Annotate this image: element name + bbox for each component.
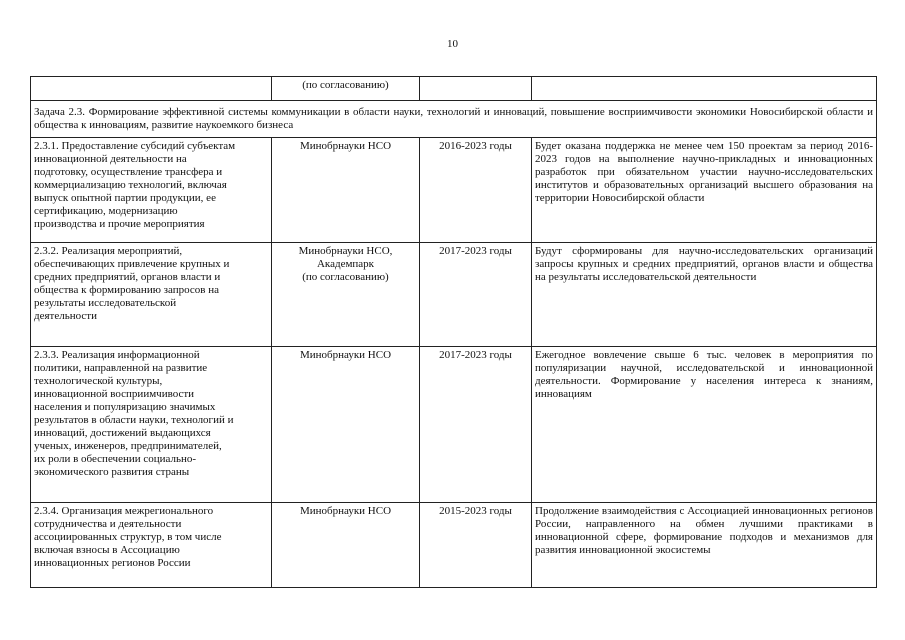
term-cell: 2017-2023 годы (420, 347, 532, 503)
activity-cell: 2.3.4. Организация межрегионального сотрудничества и деятельности ассоциированных структур, в том числе включая взносы в Ассоциацию инновационных регионов России (31, 503, 272, 588)
page-number: 10 (447, 38, 458, 50)
result-cell: Продолжение взаимодействия с Ассоциацией инновационных регионов России, направленного на обмен лучшими практиками в инновационной сфере, формирование подходов и механизмов для развития инновационной экосистемы (532, 503, 877, 588)
term-cell: 2017-2023 годы (420, 243, 532, 347)
result-cell: Будет оказана поддержка не менее чем 150 проектам за период 2016-2023 годов на выполнение научно-прикладных и инновационных разработок при обязательном участии научно-исследовательских институтов и образовательных организаций высшего образования на территории Новосибирской области (532, 138, 877, 243)
executor-cell: (по согласованию) (272, 77, 420, 101)
task-heading: Задача 2.3. Формирование эффективной системы коммуникации в области науки, технологий и инноваций, повышение восприимчивости экономики Новосибирской области и общества к инновациям, развитие наукоемкого бизнеса (31, 101, 877, 138)
term-cell: 2015-2023 годы (420, 503, 532, 588)
activity-cell (31, 77, 272, 101)
table-row-continuation (31, 77, 877, 101)
table-row (31, 503, 877, 588)
table-row (31, 347, 877, 503)
activity-cell: 2.3.1. Предоставление субсидий субъектам инновационной деятельности на подготовку, осуществление трансфера и коммерциализацию технологий, включая выпуск опытной партии продукции, ее сертификацию, модернизацию производства и прочие мероприятия (31, 138, 272, 243)
task-row (31, 101, 877, 138)
result-cell (532, 77, 877, 101)
term-cell: 2016-2023 годы (420, 138, 532, 243)
executor-cell: Минобрнауки НСО (272, 503, 420, 588)
executor-cell: Минобрнауки НСО (272, 347, 420, 503)
program-table (30, 76, 877, 588)
table-row (31, 138, 877, 243)
term-cell (420, 77, 532, 101)
result-cell: Ежегодное вовлечение свыше 6 тыс. человек в мероприятия по популяризации научной, исследовательской и инновационной деятельности. Формирование у населения интереса к знаниям, инновациям (532, 347, 877, 503)
table-row (31, 243, 877, 347)
executor-cell: Минобрнауки НСО (272, 138, 420, 243)
result-cell: Будут сформированы для научно-исследовательских организаций запросы крупных и средних предприятий, органов власти и общества на результаты исследовательской деятельности (532, 243, 877, 347)
executor-cell: Минобрнауки НСО, Академпарк (по согласованию) (272, 243, 420, 347)
activity-cell: 2.3.2. Реализация мероприятий, обеспечивающих привлечение крупных и средних предприятий, органов власти и общества к формированию запросов на результаты исследовательской деятельности (31, 243, 272, 347)
activity-cell: 2.3.3. Реализация информационной политики, направленной на развитие технологической культуры, инновационной восприимчивости населения и популяризацию значимых результатов в области науки, технологий и инноваций, достижений выдающихся ученых, инженеров, предпринимателей, их роли в обеспечении социально- экономического развития страны (31, 347, 272, 503)
